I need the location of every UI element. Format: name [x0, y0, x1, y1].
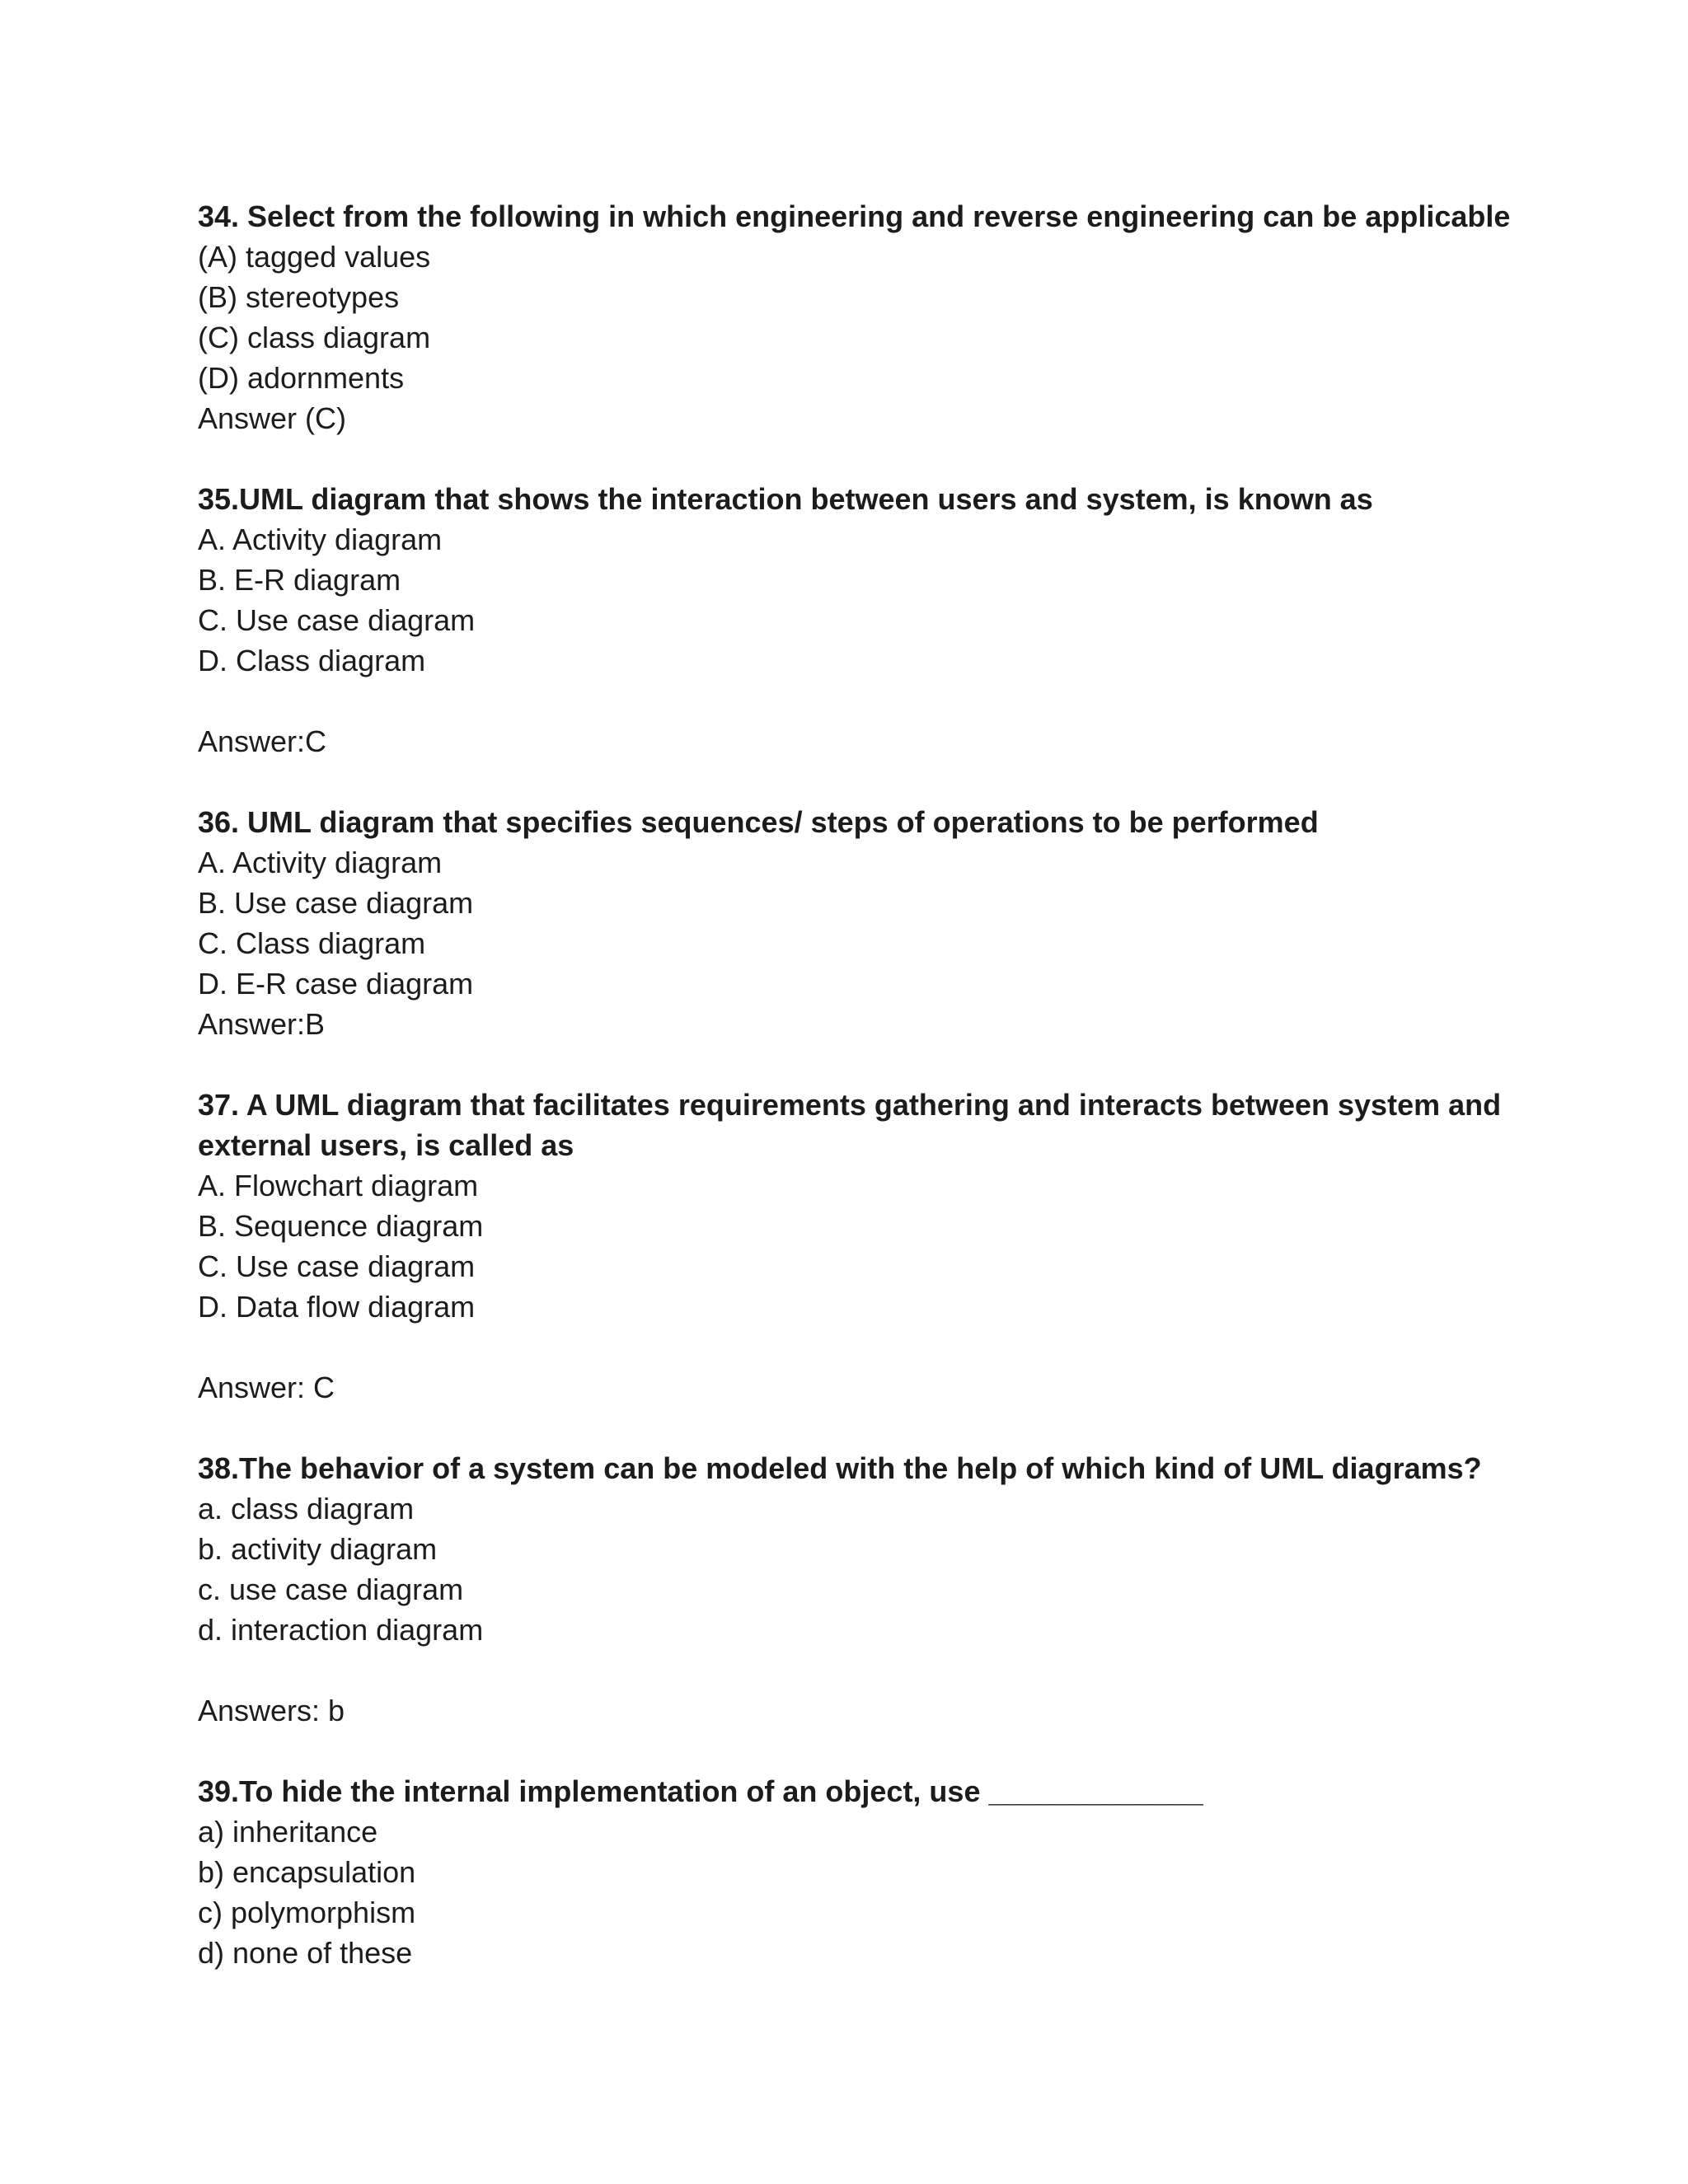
option-b: B. E-R diagram	[198, 563, 401, 597]
option-a: a) inheritance	[198, 1815, 378, 1849]
question-34	[198, 196, 1533, 438]
spacer	[198, 1327, 1533, 1367]
option-c: C. Use case diagram	[198, 603, 476, 637]
answer: Answers: b	[198, 1694, 345, 1727]
answer: Answer: C	[198, 1371, 335, 1404]
question-title: 36. UML diagram that specifies sequences/ steps of operations to be performed	[198, 805, 1319, 839]
option-b: (B) stereotypes	[198, 280, 400, 314]
option-c: c) polymorphism	[198, 1896, 416, 1929]
question-title: 39.To hide the internal implementation of an object, use _____________	[198, 1774, 1203, 1808]
spacer	[198, 1044, 1533, 1085]
option-d: D. Data flow diagram	[198, 1290, 476, 1324]
option-b: B. Use case diagram	[198, 886, 474, 920]
answer: Answer:C	[198, 724, 327, 758]
option-a: A. Activity diagram	[198, 846, 443, 879]
spacer	[198, 681, 1533, 721]
option-d: D. Class diagram	[198, 644, 426, 677]
option-c: (C) class diagram	[198, 321, 431, 354]
option-d: D. E-R case diagram	[198, 967, 474, 1001]
question-title: 35.UML diagram that shows the interaction between users and system, is known as	[198, 482, 1373, 516]
question-title: 37. A UML diagram that facilitates requirements gathering and interacts between system and external users, is called as	[198, 1088, 1502, 1162]
question-38	[198, 1448, 1533, 1731]
option-b: b. activity diagram	[198, 1532, 438, 1566]
option-a: A. Activity diagram	[198, 523, 443, 556]
document-page	[198, 196, 1533, 1973]
spacer	[198, 1408, 1533, 1448]
option-c: c. use case diagram	[198, 1572, 464, 1606]
option-c: C. Use case diagram	[198, 1249, 476, 1283]
answer: Answer (C)	[198, 401, 347, 435]
spacer	[198, 438, 1533, 479]
question-39	[198, 1771, 1533, 1973]
option-d: d) none of these	[198, 1936, 413, 1970]
question-35	[198, 479, 1533, 762]
spacer	[198, 762, 1533, 802]
question-37	[198, 1085, 1533, 1408]
spacer	[198, 1731, 1533, 1771]
question-title: 34. Select from the following in which engineering and reverse engineering can be applicable	[198, 199, 1511, 233]
answer: Answer:B	[198, 1007, 326, 1041]
question-title: 38.The behavior of a system can be modeled with the help of which kind of UML diagrams?	[198, 1451, 1482, 1485]
option-c: C. Class diagram	[198, 926, 426, 960]
option-d: d. interaction diagram	[198, 1613, 484, 1647]
option-b: b) encapsulation	[198, 1855, 416, 1889]
question-36	[198, 802, 1533, 1044]
option-d: (D) adornments	[198, 361, 405, 395]
option-b: B. Sequence diagram	[198, 1209, 484, 1243]
option-a: A. Flowchart diagram	[198, 1169, 479, 1202]
option-a: a. class diagram	[198, 1492, 415, 1526]
option-a: (A) tagged values	[198, 240, 431, 274]
spacer	[198, 1650, 1533, 1690]
